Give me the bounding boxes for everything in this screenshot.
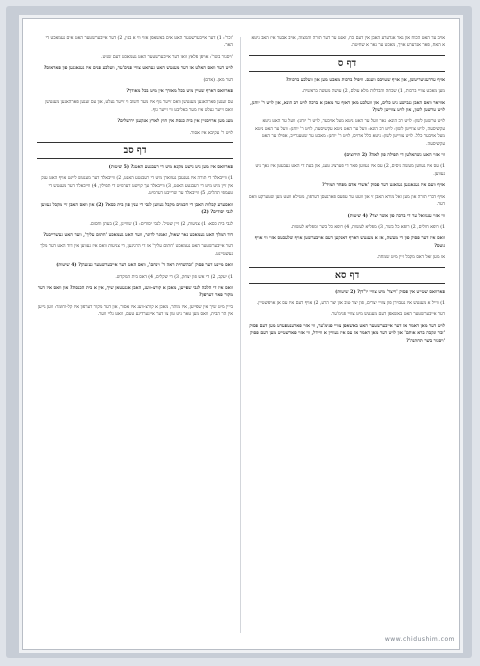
answer: אויף דברי תורה און מען זאל מורא האבן זי און וועט ער עפעס פארגעסן דערפון, מטילא וועט מען שטערקע וואס דער. [249,194,445,208]
column-divider [240,37,241,633]
answer: 1) ווייבאלד די תורה איז געגעבן געווארן מיט די רעבנטע האנט, 2) ווייבאלד דער מענטש לייגט אויף האט ענק אין זיין מיט מיט די רעבנטע האנט, 3) ווייבאלד עך קוישט דערמיט די תפילין, 4) ווייבאלד דער מענטש די טעמפי תהלים, 5) ווייבאלד ער שרייבט דערמיט. [41,176,233,197]
answer: 1) עס איז געווען מעשה ניסים, 2) עס איז געווען פאר די פערציג טעג, און בעת די האט געבעטן איז נאך ניט געווען. [255,164,445,177]
right-column [249,35,445,635]
question: ווי אזוי ענגוואל ער די ברכה פון אשר יצר? (4 שיטות) [347,213,445,219]
answer: 'זכר': 1) דער אייבערשטער האט אים באשאפן אזוי ווי א בגין, 2) דער אייבערשטער האט אים געמאכט די האר. [45,36,233,49]
left-column [37,35,233,635]
question: אוויאר וואס האבן גנבישע ניט כלים, און וועלכע מאן דאוף ער מאכן א ברכה לויט רב הונא, און לויט ר' יוחנן, לויט טרשטן לשון, און לויט צווייטן לשון? [250,100,445,114]
question: דוד המלך האט געמאכט נאר שאול, זאמגר לדוגר, ווער האט געמאכט 'חתום עליך', וועד האט געשרייבט? [43,232,233,238]
answer: לגבי בית כסא: 1) צניעות, 2) זיין שטיל. לגבי יסודים: 1) שווייגן, 2) בעתן וחסום. [89,221,233,227]
answer: לויט טרשטן לשון: לויט רב הונא: נאר וועל ער האט ניטא מעל אויבער, לויט ר' יוחנן: וועל ער האט ניטא עקשיסעה, לויט צווייטן לשון: לויט רב הונא: וועל ער האט ניטא עקשיסעה, לויט ר' יוחנן: וועל ער האט ניטא מעל אויבער כלל. לויט צווייטן לשון: ניטא כלל ארויס, לויט ר' יוחנן: מאכט ער שטעגרייב, אפילו ער האט עקשיסעה. [255,119,445,147]
question: וואס איז די הלכה לגבי שפייען, מאכן א קורצ-וועג, האבן אנגעטאן שיך, אין א בית הכנסת? און וואס איז דער מקור פאר דערפון? [37,285,233,299]
question: פארוואס שטייט אין פסוק 'וייצר' מיט צוויי יו"דן? (2 שיטות) [335,289,445,295]
watermark: www.chidushim.com [384,636,455,643]
question: וואס מיינט דער פסוק 'ובהשחית ראה ד' וינחם', וואס האט דער אייבערשטער געזעהן? (4 שיטות) [56,263,233,269]
answer: 1) רופא חולים, 2) רופא כל בשר, 3) מפליא לעשות, 4) רופא כל בשר ומפליא לעשות. [290,224,445,230]
daf-header-samekh-bet: דף סב [37,142,233,159]
question: פארוואס איז מען ניט נישט מקנא מיט די רעבנטע האטנ? (5 שיטות) [108,165,233,171]
question: מעג מען ארויסגיין אין בית כנסת אין חוץ לארץ אנקעגן ירושלים? [117,119,233,125]
question: לויט דער וואס האלט אז דער מענטש האט געהאט צוויי פנים'ער, וועלכע פנים איז געגאנגען פון פאראוס? [43,66,233,72]
answer: עס זענען פארהאנען מענטשן וואס זייער גוף איז מער חשוב וי זייער געלט, און עס זענען פארהאנען מענטשן וואס זייער געלט איז מער באליבט ווי זייער גוף. [45,100,233,113]
intro-paragraph: אויב עד האט הכוח און גאר אנדערע האבן אין דעם כח, זאגט ער דער תורה והמצוה, אויב אבער איז האב ניטא א האח, פאר אנדערע אויך, מאכט ער נאר א שחיטה. [251,36,445,49]
daf-header-samekh: דף ס [249,55,445,72]
answer: מען מאכט צוויי ברכות, 1) שכחה והבדלות מלא עולם, 2) עושה מעשה בראשית. [301,89,445,95]
answer: 1) יעקב, 2) די אש פון יצחק, 3) די שקלים, 4) דאס בית המקדש. [115,274,233,280]
question: וואסערע קבלות האבן די חכמים מקבל געווען לגבי די ענין פון בית כסא? (2) און וואס האבן זיי מקבל געווען לגבי יסודים? (2) [40,202,233,216]
answer: בייין מיט שיך אין שפייען, איז מותר, מאכן א קורצ-וועג איז אסור, און דער מקור דערפון איז קל-וחומר: ווען גייען אין הר הבית, וואס מען טאר ניט טון צו דער איינערדיגע טעם, וואט גליי ווער. [37,304,233,318]
answer: 1) ווייל א מענטש איז געבוירן פון צוויי יצרים, פון יצר טוב און יצר הרע, 2) אויף דעם איז עס אן אויפשטיין. [256,300,445,306]
answer: אז מען זאל דאס מקבל זיין מיט שמחה. [376,255,445,261]
answer: דער מאן. (אדם) [203,77,233,83]
question: ווי אזוי האט גשהאלטן די תפילה פון לאה? (2 תירוצים) [344,153,445,159]
question: לויט דער מאן דאמר אז דער אייבערשטער האט באשאפן צוויי פנימ'ער, ווי אזוי פארענטפערט מען דעם פסוק 'זכר ונקבה ברא אותם' און לויט דער מאן דאמר אז עס איז געוויין א וויידל, ווי אזוי פארשטייט מען דעם פסוק 'ויסגור בשר תחתנה'? [249,323,445,344]
answer: 'ויסגור בשר': אויפן פלאץ וואו דער אייבערשטער האט געמאכט דעם שניט. [101,54,233,60]
answer: דער אייבערשטער האט באשאפן דעם מענטש מיט צוויי פנימ'ער. [330,312,445,318]
answer: לויט ר' עקיבא איז אסור. [189,130,233,136]
question: פארוואס דארף שטיין מיט בכל מאודך אין מיט בכל מאודך? [126,89,233,95]
question: אויף וועם איז געגאנגען געזאגט דער פסוק 'אשרי אדם מפחד תמיד'? [321,183,445,189]
question: אויף ערדעגיטריטשן, און אויף שטויבס וועגס. וויפיל ברכות מאכט מען און וועלכע ברכות? [285,77,445,83]
document-page [22,18,460,650]
answer: דער אייבערשטער האט געמאכט 'חתום עליך' אז די הרגיגען, די צניעות וואס איז געווען אין דוד האט דער מלך געשטיינט. [40,244,233,257]
question: וואס איז דער פסוק פון די מעשה, אז א מענטש דארף דאנקען דעם אויבערשטן אויף שלעכטס אזוי ווי אויף גוטס? [254,236,445,249]
daf-header-samekh-alef: דף סא [249,267,445,284]
